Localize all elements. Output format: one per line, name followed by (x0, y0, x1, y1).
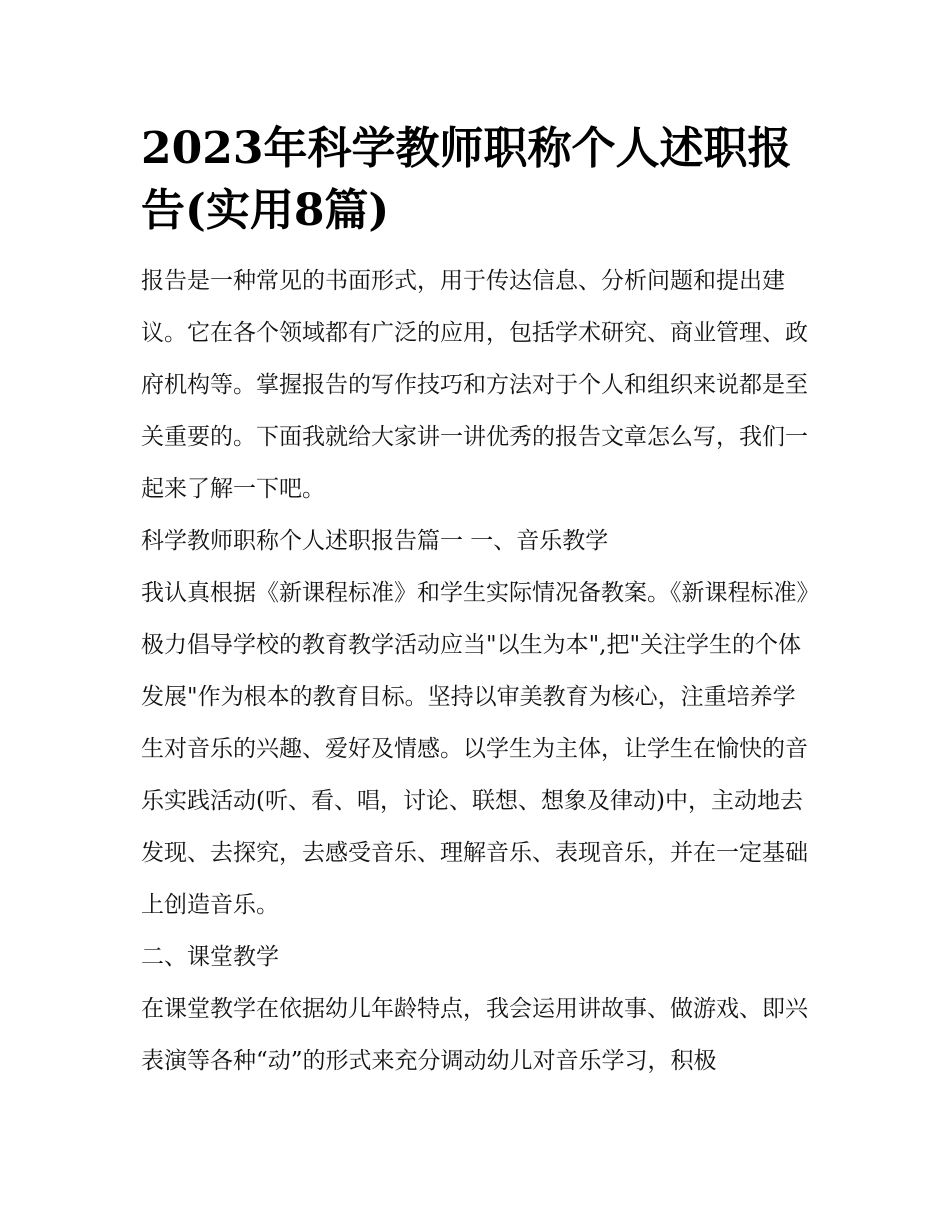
body-paragraph-music-teaching: 我认真根据《新课程标准》和学生实际情况备教案。《新课程标准》极力倡导学校的教育教学活动应当"以生为本",把"关注学生的个体发展"作为根本的教育目标。坚持以审美教育为核心，注重培养学生对音乐的兴趣、爱好及情感。以学生为主体，让学生在愉快的音乐实践活动(听、看、唱，讨论、联想、想象及律动)中，主动地去发现、去探究，去感受音乐、理解音乐、表现音乐，并在一定基础上创造音乐。 (141, 580, 808, 918)
section-heading-2: 二、课堂教学 (141, 944, 279, 970)
body-paragraph-classroom-teaching: 在课堂教学在依据幼儿年龄特点，我会运用讲故事、做游戏、即兴表演等各种“动”的形式来充分调动幼儿对音乐学习，积极 (141, 996, 808, 1074)
section-heading-1: 科学教师职称个人述职报告篇一 一、音乐教学 (141, 528, 609, 554)
document-title: 2023年科学教师职称个人述职报告(实用8篇) (141, 123, 792, 236)
intro-paragraph: 报告是一种常见的书面形式，用于传达信息、分析问题和提出建议。它在各个领域都有广泛的应用，包括学术研究、商业管理、政府机构等。掌握报告的写作技巧和方法对于个人和组织来说都是至关重要的。下面我就给大家讲一讲优秀的报告文章怎么写，我们一起来了解一下吧。 (141, 268, 808, 502)
document-body (141, 118, 813, 1087)
